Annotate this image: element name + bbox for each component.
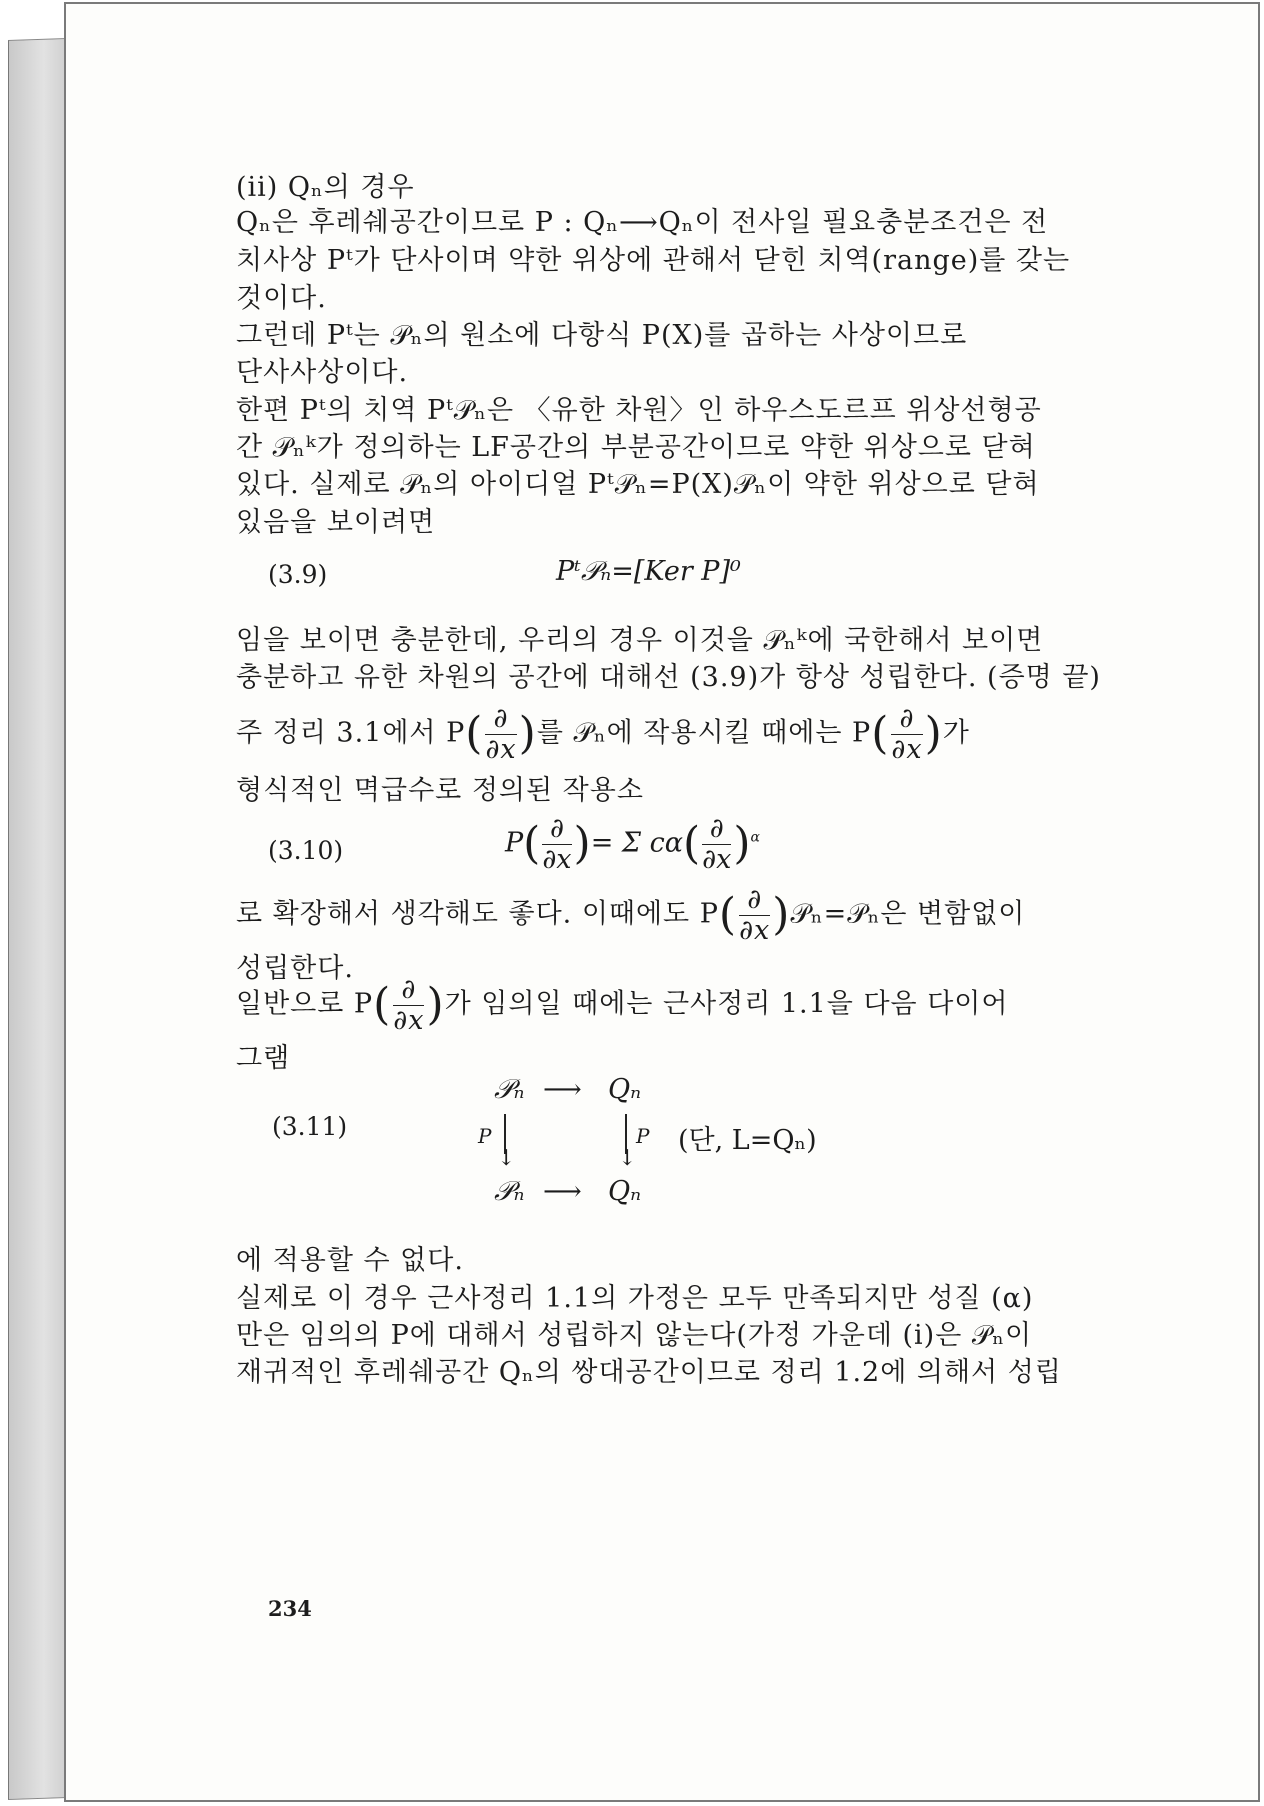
text-line: 간 𝒫ₙᵏ가 정의하는 LF공간의 부분공간이므로 약한 위상으로 닫혀: [236, 432, 1036, 463]
text-line: 단사사상이다.: [236, 357, 409, 388]
arrow-down-icon: ↓: [497, 1146, 516, 1171]
partial-fraction: $\frac{\partial}{\partial x}$: [891, 703, 923, 765]
diagram-right-map: P: [636, 1124, 650, 1148]
remark-text: 주 정리 3.1에서 P: [236, 717, 466, 749]
page-number: 234: [268, 1596, 312, 1621]
equation-label: (3.9): [268, 560, 328, 589]
equation-label: (3.11): [272, 1112, 348, 1141]
equation-3-10: P( $\frac{\partial}{\partial x}$ )= Σ cα( $\frac{\partial}{\partial x}$ )$^\alpha$: [505, 813, 760, 875]
text-line: 있음을 보이려면: [236, 507, 436, 538]
text-line: 에 적용할 수 없다.: [236, 1245, 464, 1276]
text-line: 한편 Pᵗ의 치역 Pᵗ𝒫ₙ은 〈유한 차원〉인 하우스도르프 위상선형공: [236, 395, 1042, 426]
text-line: 로 확장해서 생각해도 좋다. 이때에도 P( $\frac{\partial}{\partial x}$ )𝒫ₙ=𝒫ₙ은 변함없이: [236, 884, 1026, 946]
text-line: 치사상 Pᵗ가 단사이며 약한 위상에 관해서 닫힌 치역(range)를 갖는: [236, 245, 1071, 276]
partial-fraction: $\frac{\partial}{\partial x}$: [485, 703, 517, 765]
diagram-bottom-right: Qₙ: [608, 1176, 642, 1207]
text-line: 성립한다.: [236, 953, 354, 984]
remark-text: 가: [942, 717, 970, 749]
equation-label: (3.10): [268, 836, 344, 865]
equation-3-9: Pᵗ𝒫ₙ=[Ker P]⁰: [556, 556, 741, 587]
diagram-bottom-left: 𝒫ₙ: [494, 1176, 525, 1207]
text-line: 임을 보이면 충분한데, 우리의 경우 이것을 𝒫ₙᵏ에 국한해서 보이면: [236, 625, 1044, 656]
arrow-down-icon: ↓: [618, 1146, 637, 1171]
diagram-note: (단, L=Qₙ): [678, 1125, 817, 1156]
text-line: 그런데 Pᵗ는 𝒫ₙ의 원소에 다항식 P(X)를 곱하는 사상이므로: [236, 320, 968, 351]
book-spine-edge: [8, 38, 67, 1800]
text-line: 재귀적인 후레쉐공간 Qₙ의 쌍대공간이므로 정리 1.2에 의해서 성립: [236, 1357, 1062, 1388]
text-line: 실제로 이 경우 근사정리 1.1의 가정은 모두 만족되지만 성질 (α): [236, 1283, 1034, 1314]
diagram-top-right: Qₙ: [608, 1074, 642, 1105]
text-line: 일반으로 P( $\frac{\partial}{\partial x}$ )가 임의일 때에는 근사정리 1.1을 다음 다이어: [236, 974, 1009, 1036]
diagram-top-arrow: ⟶: [543, 1074, 582, 1105]
section-heading: (ii) Qₙ의 경우: [236, 172, 415, 203]
text-line: 만은 임의의 P에 대해서 성립하지 않는다(가정 가운데 (i)은 𝒫ₙ이: [236, 1320, 1033, 1351]
text-line: 충분하고 유한 차원의 공간에 대해선 (3.9)가 항상 성립한다. (증명 끝): [236, 662, 1101, 693]
text-line: 것이다.: [236, 283, 327, 314]
remark-text: 를 𝒫ₙ에 작용시킬 때에는 P: [536, 717, 872, 749]
text-line: 그램: [236, 1043, 291, 1074]
text-line: 있다. 실제로 𝒫ₙ의 아이디얼 Pᵗ𝒫ₙ=P(X)𝒫ₙ이 약한 위상으로 닫혀: [236, 469, 1040, 500]
text-line: 형식적인 멱급수로 정의된 작용소: [236, 775, 644, 806]
text-line: Qₙ은 후레쉐공간이므로 P : Qₙ⟶Qₙ이 전사일 필요충분조건은 전: [236, 207, 1049, 238]
diagram-bottom-arrow: ⟶: [543, 1176, 582, 1207]
remark-line: 주 정리 3.1에서 P( $\frac{\partial}{\partial x}$ )를 𝒫ₙ에 작용시킬 때에는 P( $\frac{\partial}{\partial x}$ )가: [236, 703, 970, 765]
diagram-top-left: 𝒫ₙ: [494, 1074, 525, 1105]
diagram-left-map: P: [478, 1124, 492, 1148]
